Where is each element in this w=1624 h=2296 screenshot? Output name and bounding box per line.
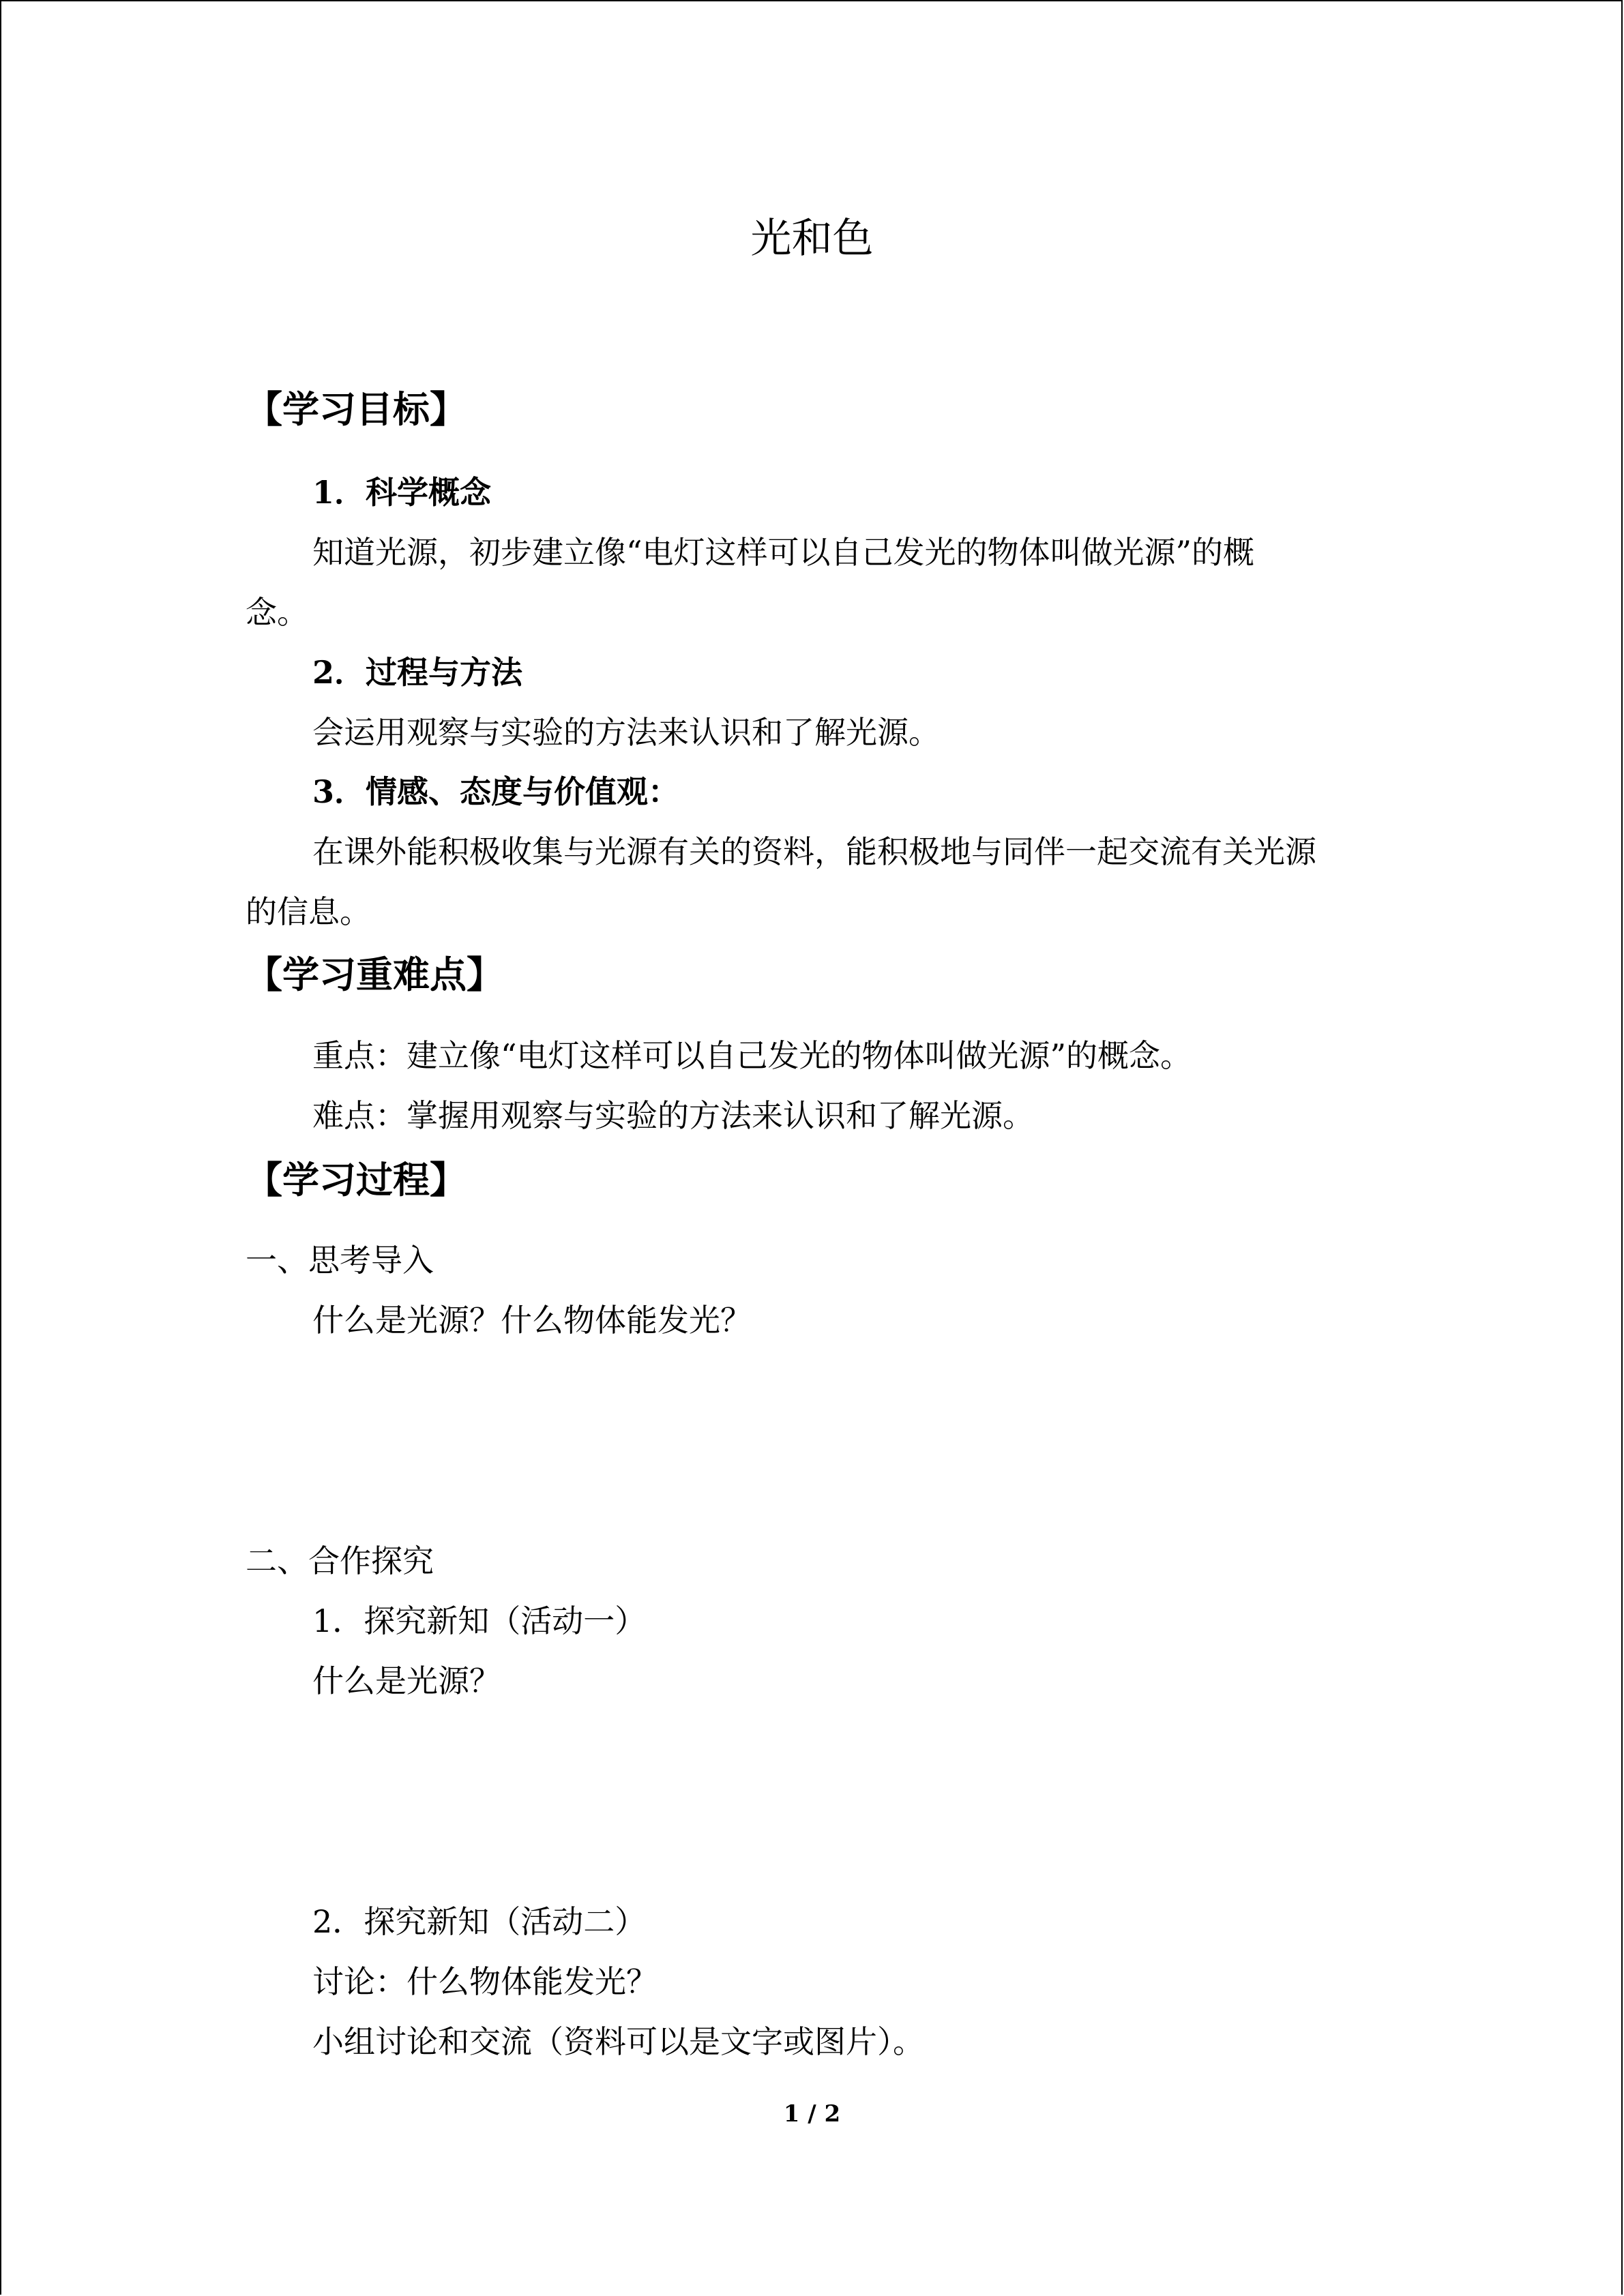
objective-3-title: 3．情感、态度与价值观： [312,773,680,810]
objective-1-text-line1: 知道光源，初步建立像“电灯这样可以自己发光的物体叫做光源”的概 [312,534,1255,571]
activity-1-title: 1．探究新知（活动一） [312,1602,647,1639]
part-1-title: 一、思考导入 [246,1242,434,1279]
objective-2-text: 会运用观察与实验的方法来认识和了解光源。 [312,714,940,751]
activity-2-discussion: 讨论：什么物体能发光？ [312,1963,658,2000]
objectives-heading: 【学习目标】 [246,387,467,431]
difficult-point: 难点：掌握用观察与实验的方法来认识和了解光源。 [312,1097,1034,1134]
page-number: 1 / 2 [783,2100,841,2128]
keypoints-heading: 【学习重难点】 [246,953,503,996]
objective-3-text-line1: 在课外能积极收集与光源有关的资料，能积极地与同伴一起交流有关光源 [312,833,1316,870]
objective-2-title: 2．过程与方法 [312,654,523,691]
part-2-title: 二、合作探究 [246,1542,434,1579]
part-1-question: 什么是光源？什么物体能发光？ [312,1302,752,1339]
document-title: 光和色 [750,215,874,263]
objective-1-text-line2: 念。 [246,594,308,631]
process-heading: 【学习过程】 [246,1158,467,1202]
objective-1-title: 1．科学概念 [312,474,492,511]
key-point: 重点：建立像“电灯这样可以自己发光的物体叫做光源”的概念。 [312,1037,1192,1074]
activity-2-group: 小组讨论和交流（资料可以是文字或图片）。 [312,2023,924,2060]
activity-1-question: 什么是光源？ [312,1663,501,1699]
activity-2-title: 2．探究新知（活动二） [312,1903,647,1940]
objective-3-text-line2: 的信息。 [246,893,371,930]
